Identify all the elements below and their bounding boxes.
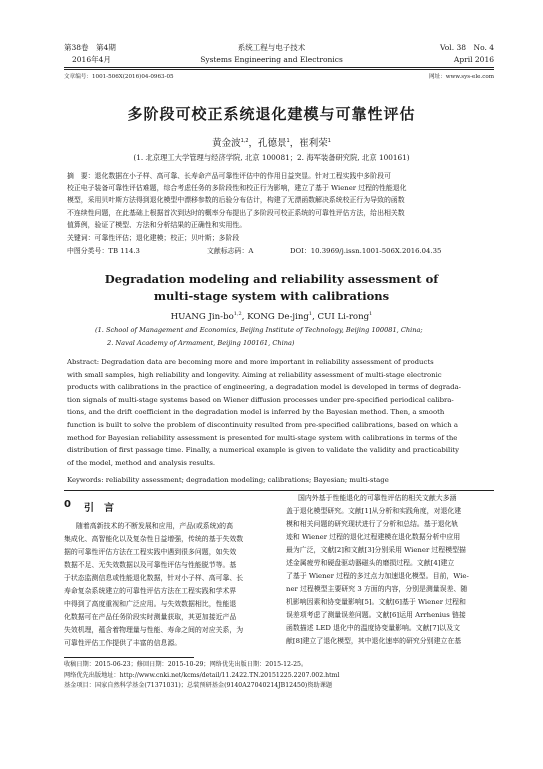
doi: DOI：10.3969/j.issn.1001-506X.2016.04.35 bbox=[290, 247, 442, 255]
abstract-en-line: method for Bayesian reliability assessment is presented for multi-stage system with calibrations in terms of the bbox=[67, 433, 458, 442]
article-number: 文章编号：1001-506X(2016)04-0963-05 bbox=[64, 74, 174, 80]
header-date-en: April 2016 bbox=[453, 55, 494, 64]
intro-left-line: 据的可靠性评估方法在工程实践中遇到很多问题，如失效 bbox=[64, 548, 237, 556]
intro-left-line: 随着高新技术的不断发展和应用，产品(或系统)的高 bbox=[76, 522, 233, 530]
authors-en: HUANG Jin-bo$^{1,2}$, KONG De-jing$^1$, CUI Li-rong$^1$ bbox=[170, 311, 373, 322]
intro-right-line: 最为广泛，文献[2]和文献[3]分别采用 Wiener 过程模型描 bbox=[286, 546, 466, 554]
header-issue-cn: 第38卷 第4期 bbox=[64, 43, 116, 52]
header-rule bbox=[64, 67, 494, 68]
intro-left-line: 失效机理，蕴含着物理量与性能、寿命之间的对应关系，为 bbox=[64, 626, 244, 634]
title-en-line1: Degradation modeling and reliability assessment of bbox=[104, 272, 439, 286]
abstract-en-line: tion signals of multi-stage systems based on Wiener diffusion processes under pre-specified periodical calibra- bbox=[67, 395, 454, 404]
keywords-cn: 关键词：可靠性评估；退化建模；校正；贝叶斯；多阶段 bbox=[67, 234, 240, 242]
intro-right-line: 误差项考虑了测量误差问题。文献[6]运用 Arrhenius 链接 bbox=[286, 611, 466, 619]
affiliation-en-1: (1. School of Management and Economics, Beijing Institute of Technology, Beijing 100081, China; bbox=[95, 326, 423, 334]
header-date-cn: 2016年4月 bbox=[72, 55, 111, 64]
abstract-en-line: distribution of first passage time. Finally, a numerical example is given to validate the validity and practicability bbox=[67, 446, 460, 455]
abstract-cn-line: 摘 要：退化数据在小子样、高可靠、长寿命产品可靠性评估中的作用日益突显。针对工程实践中多阶段可 bbox=[67, 172, 391, 180]
footnote-received: 收稿日期：2015-06-23；修回日期：2015-10-29；网络优先出版日期：2015-12-25。 bbox=[64, 661, 308, 668]
intro-right-line: 述金属疲劳和硬盘驱动器磁头的磨损过程。文献[4]建立 bbox=[286, 559, 455, 567]
intro-left-line: 数据不足、无失效数据以及可靠性评估与性能脱节等。基 bbox=[64, 561, 237, 569]
intro-right-line: 机影响因素和协变量影响[5]。文献[6]基于 Wiener 过程和 bbox=[286, 598, 466, 606]
intro-left-line: 于状态监测信息或性能退化数据，针对小子样、高可靠、长 bbox=[64, 574, 244, 582]
intro-left-line: 中得到了高度重视和广泛应用。与失效数据相比，性能退 bbox=[64, 600, 237, 608]
header-rule-double bbox=[64, 69, 494, 70]
abstract-cn bbox=[67, 170, 497, 231]
section-heading: 引 言 bbox=[84, 503, 114, 514]
abstract-en-line: Abstract: Degradation data are becoming more and more important in reliability assessment of products bbox=[67, 358, 434, 366]
intro-right-column bbox=[286, 492, 496, 648]
title-en-line2: multi-stage system with calibrations bbox=[153, 289, 390, 303]
footnote-online: 网络优先出版地址：http://www.cnki.net/kcms/detail/11.2422.TN.20151225.2207.002.html bbox=[64, 671, 340, 679]
intro-right-line: ner 过程模型主要研究 3 方面的内容，分别是测量误差、随 bbox=[286, 585, 468, 593]
abstract-en-line: function is built to solve the problem of discontinuity resulted from pre-specified calibrations, based on which a bbox=[67, 420, 458, 429]
journal-website: 网址：www.sys-ele.com bbox=[428, 74, 494, 80]
intro-left-line: 化数据可在产品任务阶段实时测量获取，其更加接近产品 bbox=[64, 613, 237, 621]
intro-right-line: 献[8]建立了退化模型，其中退化速率的研究分别建立在基 bbox=[286, 637, 462, 645]
section-rule bbox=[64, 490, 494, 491]
header-issue-en: Vol. 38 No. 4 bbox=[440, 43, 494, 52]
abstract-en bbox=[67, 356, 499, 469]
abstract-cn-line: 模型，采用贝叶斯方法得到退化模型中漂移参数的后验分布估计，构建了无漂函数解决系统校正行为导致的函数 bbox=[67, 196, 405, 205]
authors-cn: 黄金波$^{1,2}$，孔德景$^1$，崔利荣$^1$ bbox=[212, 137, 331, 149]
abstract-en-line: with small samples, high reliability and longevity. Aiming at reliability assessment of multi-stage electronic bbox=[67, 370, 442, 379]
intro-right-line: 国内外基于性能退化的可靠性评估的相关文献大多涵 bbox=[298, 494, 457, 502]
intro-right-line: 了基于 Wiener 过程的多过点力加速退化模型。目前，Wie- bbox=[286, 572, 469, 580]
document-code: 文献标志码：A bbox=[207, 247, 254, 255]
footnote-rule bbox=[64, 657, 194, 658]
intro-right-line: 函数描述 LED 退化中的温度协变量影响。文献[7]以及文 bbox=[286, 624, 460, 632]
abstract-cn-line: 值算例，验证了模型、方法和分析结果的正确性和实用性。 bbox=[67, 220, 247, 229]
intro-left-column bbox=[64, 520, 272, 650]
section-number: 0 bbox=[64, 499, 71, 510]
abstract-en-line: tions, and the drift coefficient in the degradation model is inferred by the Bayesian method. Then, a smooth bbox=[67, 408, 445, 417]
abstract-en-line: products with calibrations in the practice of engineering, a degradation model is developed in terms of degrada- bbox=[67, 383, 461, 392]
intro-left-line: 寿命复杂系统建立的可靠性评估方法在工程实践和学术界 bbox=[64, 587, 237, 595]
abstract-en-line: of the model, method and analysis results. bbox=[67, 458, 216, 467]
intro-right-line: 模和相关问题的研究现状进行了分析和总结。基于退化轨 bbox=[286, 520, 459, 528]
intro-left-line: 集成化、高智能化以及复杂性日益增强，传统的基于失效数 bbox=[64, 535, 244, 543]
header-journal-cn: 系统工程与电子技术 bbox=[237, 43, 306, 52]
title-cn: 多阶段可校正系统退化建模与可靠性评估 bbox=[127, 105, 416, 123]
affiliation-cn: (1. 北京理工大学管理与经济学院, 北京 100081；2. 海军装备研究院, 北京 100161) bbox=[133, 153, 410, 162]
intro-right-line: 盖于退化模型研究。文献[1]从分析和实践角度，对退化建 bbox=[286, 507, 462, 515]
footnote bbox=[64, 660, 496, 692]
affiliation-en-2: 2. Naval Academy of Armament, Beijing 100161, China) bbox=[107, 339, 295, 347]
intro-right-line: 迹和 Wiener 过程的退化过程建模在退化数据分析中应用 bbox=[286, 533, 461, 541]
abstract-cn-line: 不连续性问题，在此基础上根据首次到达时的概率分布提出了多阶段可校正系统的可靠性评估方法，给出相关数 bbox=[67, 208, 405, 217]
class-number: 中图分类号：TB 114.3 bbox=[67, 247, 140, 255]
intro-left-line: 可靠性评估工作提供了丰富的信息源。 bbox=[64, 639, 182, 647]
keywords-en: Keywords: reliability assessment; degradation modeling; calibrations; Bayesian; multi-stage bbox=[67, 476, 389, 484]
footnote-fund: 基金项目：国家自然科学基金(71371031)；总装预研基金(9140A27040214JB12450)资助课题 bbox=[64, 682, 333, 690]
header-journal-en: Systems Engineering and Electronics bbox=[200, 55, 343, 64]
abstract-cn-line: 校正电子装备可靠性评估难题，综合考虑任务的多阶段性和校正行为影响，建立了基于 Wiener 过程的性能退化 bbox=[67, 184, 407, 193]
